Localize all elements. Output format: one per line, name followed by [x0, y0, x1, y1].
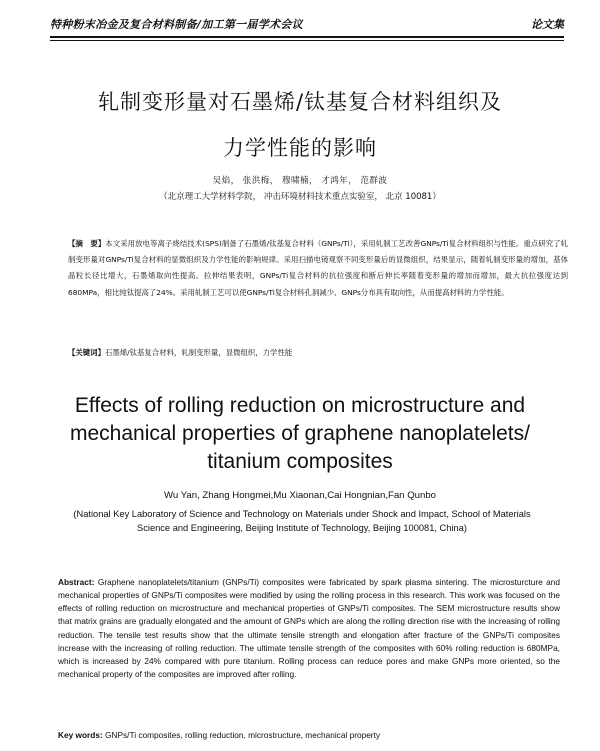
section-name: 论文集: [531, 18, 564, 31]
chinese-title-line-2: 力学性能的影响: [223, 136, 377, 160]
running-header: [50, 14, 564, 34]
english-abstract-label: Abstract:: [58, 577, 95, 587]
header-rule-thin: [50, 40, 564, 41]
english-keywords-text: GNPs/Ti composites, rolling reduction, microstructure, mechanical property: [105, 730, 381, 740]
english-title: Effects of rolling reduction on microstructure and mechanical properties of graphene nanoplatelets/ titanium composites: [70, 394, 530, 473]
english-keywords-label: Key words:: [58, 730, 103, 740]
chinese-abstract-text: 本文采用放电等离子烧结技术(SPS)制备了石墨烯/钛基复合材料（GNPs/Ti），采用轧制工艺改善GNPs/Ti复合材料组织与性能。重点研究了轧制变形量对GNPs/Ti复合材料的显微组织及力学性能的影响规律。采用扫描电镜观察不同变形量后的显微组织，结果显示，随着轧制变形量的增加，基体晶粒长径比增大，石墨烯取向性提高。拉伸结果表明，GNPs/Ti复合材料的抗拉强度和断后伸长率随着变形量的增加而增加，最大抗拉强度达到680MPa，相比纯钛提高了24%。采用轧制工艺可以使GNPs/Ti复合材料孔洞减少、GNPs分布具有取向性，从而提高材料的力学性能。: [68, 239, 568, 297]
chinese-keywords: [68, 347, 568, 358]
english-affiliation: (National Key Laboratory of Science and Technology on Materials under Shock and Impact, School of Materials Science and Engineering, Beijing Institute of Technology, Beijing 100081, China): [73, 509, 531, 533]
chinese-title-line-1: 轧制变形量对石墨烯/钛基复合材料组织及: [97, 90, 503, 114]
chinese-abstract-label: 【摘 要】: [68, 239, 106, 248]
journal-name: 特种粉末冶金及复合材料制备/加工第一届学术会议: [50, 18, 303, 31]
english-keywords: [58, 730, 560, 740]
chinese-keywords-label: 【关键词】: [68, 348, 105, 357]
english-authors: Wu Yan, Zhang Hongmei,Mu Xiaonan,Cai Hongnian,Fan Qunbo: [164, 490, 436, 501]
english-abstract: [58, 576, 560, 681]
header-rule-thick: [50, 36, 564, 38]
english-abstract-text: Graphene nanoplatelets/titanium (GNPs/Ti) composites were fabricated by spark plasma sintering. The microsturcture and mechanical properties of GNPs/Ti composites were modified by using the rolling process in this research. This work was focused on the effects of rolling reduction on microstructure and mechanical properties of GNPs/Ti composites. The SEM microstructure results show that matrix grains are gradually elongated and the amount of GNPs which are along the rolling direction rise with the increasing of rolling reduction. The tensile test results show that the ultimate tensile strength and elongation after fracture of the GNPs/Ti composites increase with the increasing of rolling reduction. The ultimate tensile strength of the composites with 60% rolling reduction is 680MPa, which is increased by 24% compared with pure titanium. Rolling process can reduce pores and make GNPs more oriented, so the mechanical property of the composites are improved after rolling.: [58, 577, 560, 680]
chinese-authors: 吴焰， 张洪梅， 穆啸楠， 才鸿年， 范群波: [212, 176, 388, 186]
chinese-affiliation: （北京理工大学材料学院， 冲击环境材料技术重点实验室， 北京 10081）: [159, 192, 441, 202]
chinese-abstract: [68, 236, 568, 301]
chinese-keywords-text: 石墨烯/钛基复合材料，轧制变形量，显微组织，力学性能: [104, 348, 293, 357]
